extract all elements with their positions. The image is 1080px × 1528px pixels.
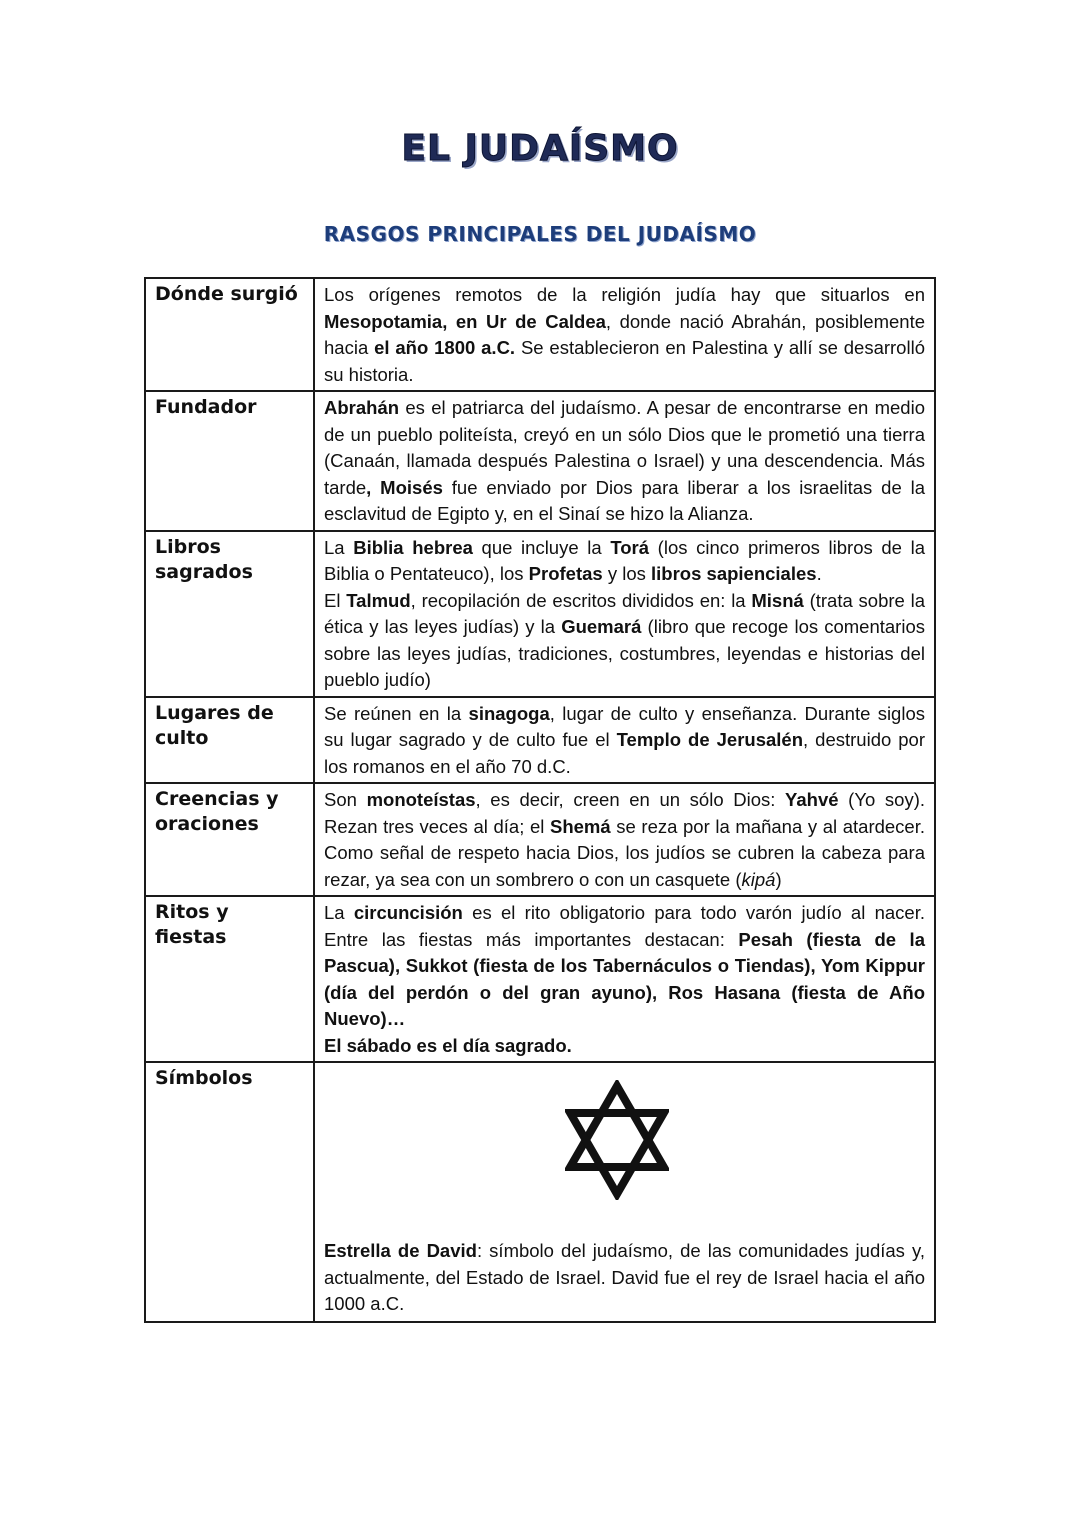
table-row: [145, 783, 935, 896]
description-paragraph: El sábado es el día sagrado.: [324, 1034, 572, 1056]
page-subtitle: RASGOS PRINCIPALES DEL JUDAÍSMO: [323, 222, 757, 246]
traits-table: [144, 277, 936, 1323]
table-row: [145, 278, 935, 391]
description-paragraph: Los orígenes remotos de la religión judía hay que situarlos en Mesopotamia, en Ur de Caldea, donde nació Abrahán, posiblemente hacia el año 1800 a.C. Se establecieron en Palestina y allí se desarrolló su historia.: [324, 284, 925, 385]
star-of-david-icon: [324, 1066, 925, 1238]
table-row: [145, 896, 935, 1062]
row-label: Libros sagrados: [145, 531, 314, 697]
description-paragraph: La Biblia hebrea que incluye la Torá (los cinco primeros libros de la Biblia o Pentateuco), los Profetas y los libros sapienciales.: [324, 536, 925, 584]
row-label: Lugares de culto: [145, 697, 314, 784]
table-row: [145, 1062, 935, 1322]
row-description: [314, 531, 935, 697]
row-description: [314, 697, 935, 784]
table-row: [145, 697, 935, 784]
row-description: [314, 391, 935, 531]
row-label: Fundador: [145, 391, 314, 531]
row-description: [314, 896, 935, 1062]
description-paragraph: Abrahán es el patriarca del judaísmo. A pesar de encontrarse en medio de un pueblo politeísta, creyó en un sólo Dios que le prometió una tierra (Canaán, llamada después Palestina o Israel) y una descendencia. Más tarde, Moisés fue enviado por Dios para liberar a los israelitas de la esclavitud de Egipto y, en el Sinaí se hizo la Alianza.: [324, 397, 926, 524]
page-title: EL JUDAÍSMO: [401, 128, 679, 169]
row-label: Creencias y oraciones: [145, 783, 314, 896]
row-description: [314, 783, 935, 896]
description-paragraph: La circuncisión es el rito obligatorio para todo varón judío al nacer. Entre las fiestas más importantes destacan: Pesah (fiesta de la Pascua), Sukkot (fiesta de los Tabernáculos o Tiendas), Yom Kippur (día del perdón o del gran ayuno), Ros Hasana (fiesta de Año Nuevo)…: [324, 902, 926, 1029]
table-row: [145, 391, 935, 531]
row-label: Símbolos: [145, 1062, 314, 1322]
description-paragraph: Se reúnen en la sinagoga, lugar de culto y enseñanza. Durante siglos su lugar sagrado y de culto fue el Templo de Jerusalén, destruido por los romanos en el año 70 d.C.: [324, 702, 926, 777]
row-description: [314, 1062, 935, 1322]
traits-table-body: [145, 278, 935, 1322]
row-label: Dónde surgió: [145, 278, 314, 391]
row-label: Ritos y fiestas: [145, 896, 314, 1062]
description-paragraph: El Talmud, recopilación de escritos divididos en: la Misná (trata sobre la ética y las leyes judías) y la Guemará (libro que recoge los comentarios sobre las leyes judías, tradiciones, costumbres, leyendas e historias del pueblo judío): [324, 589, 925, 690]
description-paragraph: Estrella de David: símbolo del judaísmo, de las comunidades judías y, actualmente, del Estado de Israel. David fue el rey de Israel hacia el año 1000 a.C.: [324, 1240, 926, 1314]
table-row: [145, 531, 935, 697]
description-paragraph: Son monoteístas, es decir, creen en un sólo Dios: Yahvé (Yo soy). Rezan tres veces al día; el Shemá se reza por la mañana y al atardecer. Como señal de respeto hacia Dios, los judíos se cubren la cabeza para rezar, ya sea con un sombrero o con un casquete (kipá): [324, 789, 926, 890]
row-description: [314, 278, 935, 391]
